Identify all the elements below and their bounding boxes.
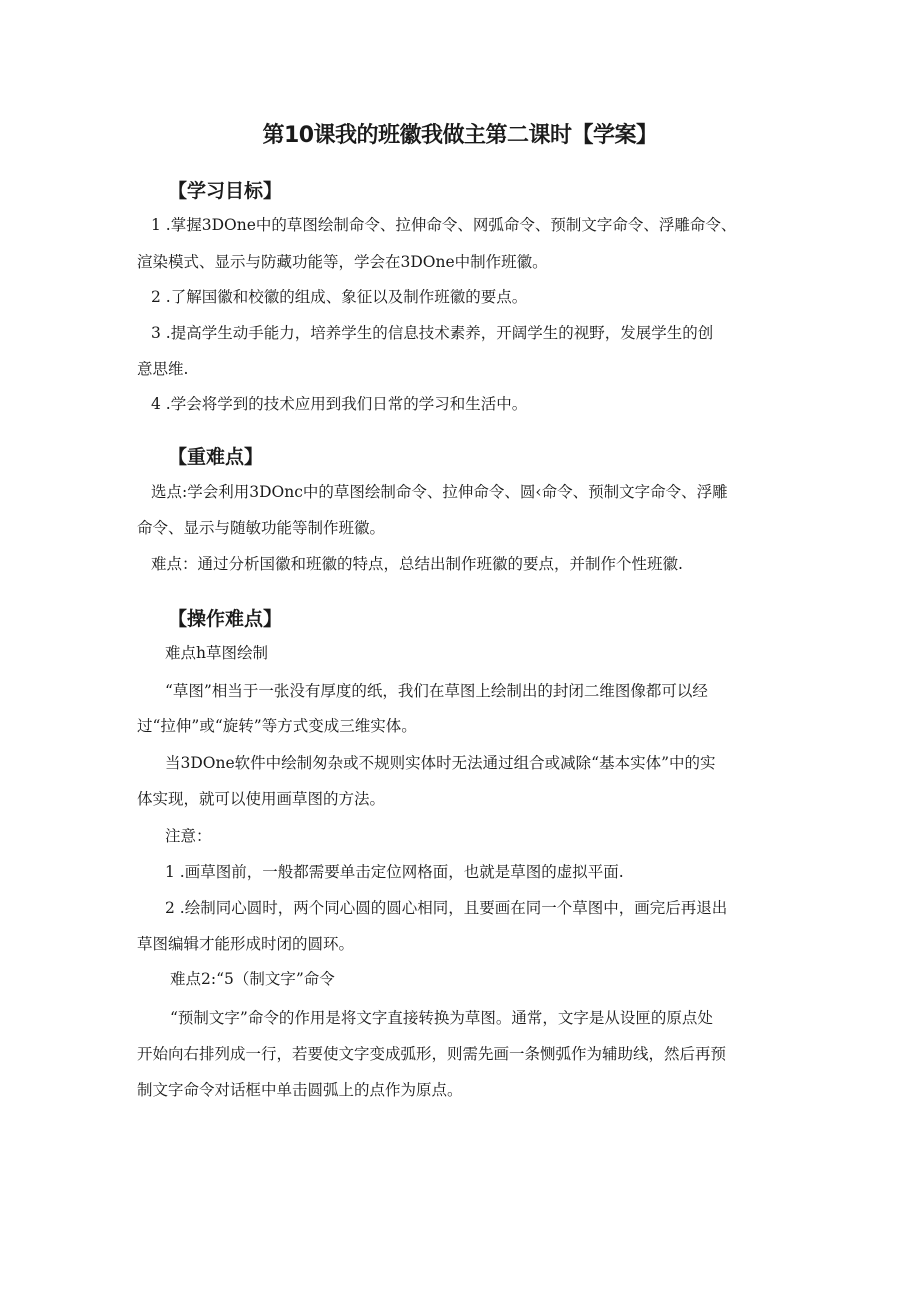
objectives-line: 3 .提高学生动手能力，培养学生的信息技术素养，开阔学生的视野，发展学生的创	[151, 324, 714, 342]
operations-line: 过“拉伸”或“旋转”等方式变成三维实体。	[137, 717, 417, 735]
operations-line: 制文字命令对话框中单击圆弧上的点作为原点。	[137, 1081, 463, 1099]
key-points-heading: 【重难点】	[168, 446, 264, 468]
page-title: 第10课我的班徽我做主第二课时【学案】	[262, 123, 658, 148]
operations-line: “预制文字”命令的作用是将文字直接转换为草图。通常，文字是从设匣的原点处	[170, 1009, 713, 1027]
key-points-line: 选点:学会利用3DOnc中的草图绘制命令、拉伸命令、圆‹命令、预制文字命令、浮雕	[151, 483, 728, 501]
operations-line: 体实现，就可以使用画草图的方法。	[137, 790, 386, 808]
objectives-line: 意思维.	[137, 360, 189, 378]
operations-line: 1 .画草图前，一般都需要单击定位网格面，也就是草图的虚拟平面.	[165, 863, 624, 881]
operations-heading: 【操作难点】	[168, 608, 283, 630]
objectives-heading: 【学习目标】	[168, 180, 283, 202]
key-points-line: 命令、显示与随敏功能等制作班徽。	[137, 519, 386, 537]
operations-line: “草图”相当于一张没有厚度的纸，我们在草图上绘制出的封闭二维图像都可以经	[165, 682, 708, 700]
operations-line: 草图编辑才能形成时闭的圆环。	[137, 935, 355, 953]
operations-line: 注意：	[165, 827, 212, 845]
objectives-line: 1 .掌握3DOne中的草图绘制命令、拉伸命令、网弧命令、预制文字命令、浮雕命令、	[151, 216, 737, 234]
operations-line: 开始向右排列成一行，若要使文字变成弧形，则需先画一条恻弧作为辅助线，然后再预	[137, 1045, 727, 1063]
objectives-line: 2 .了解国徽和校徽的组成、象征以及制作班徽的要点。	[151, 288, 528, 306]
operations-line: 2 .绘制同心圆时，两个同心圆的圆心相同，且要画在同一个草图中，画完后再退出	[165, 899, 728, 917]
objectives-line: 渲染模式、显示与防藏功能等，学会在3DOne中制作班徽。	[137, 253, 548, 271]
operations-line: 难点2:“5（制文字”命令	[170, 970, 335, 988]
objectives-line: 4 .学会将学到的技术应用到我们日常的学习和生活中。	[151, 395, 528, 413]
operations-line: 当3DOne软件中绘制匆杂或不规则实体时无法通过组合或减除“基本实体”中的实	[165, 754, 716, 772]
operations-line: 难点h草图绘制	[165, 644, 268, 662]
key-points-line: 难点：通过分析国徽和班徽的特点，总结出制作班徽的要点，并制作个性班徽.	[151, 555, 683, 573]
